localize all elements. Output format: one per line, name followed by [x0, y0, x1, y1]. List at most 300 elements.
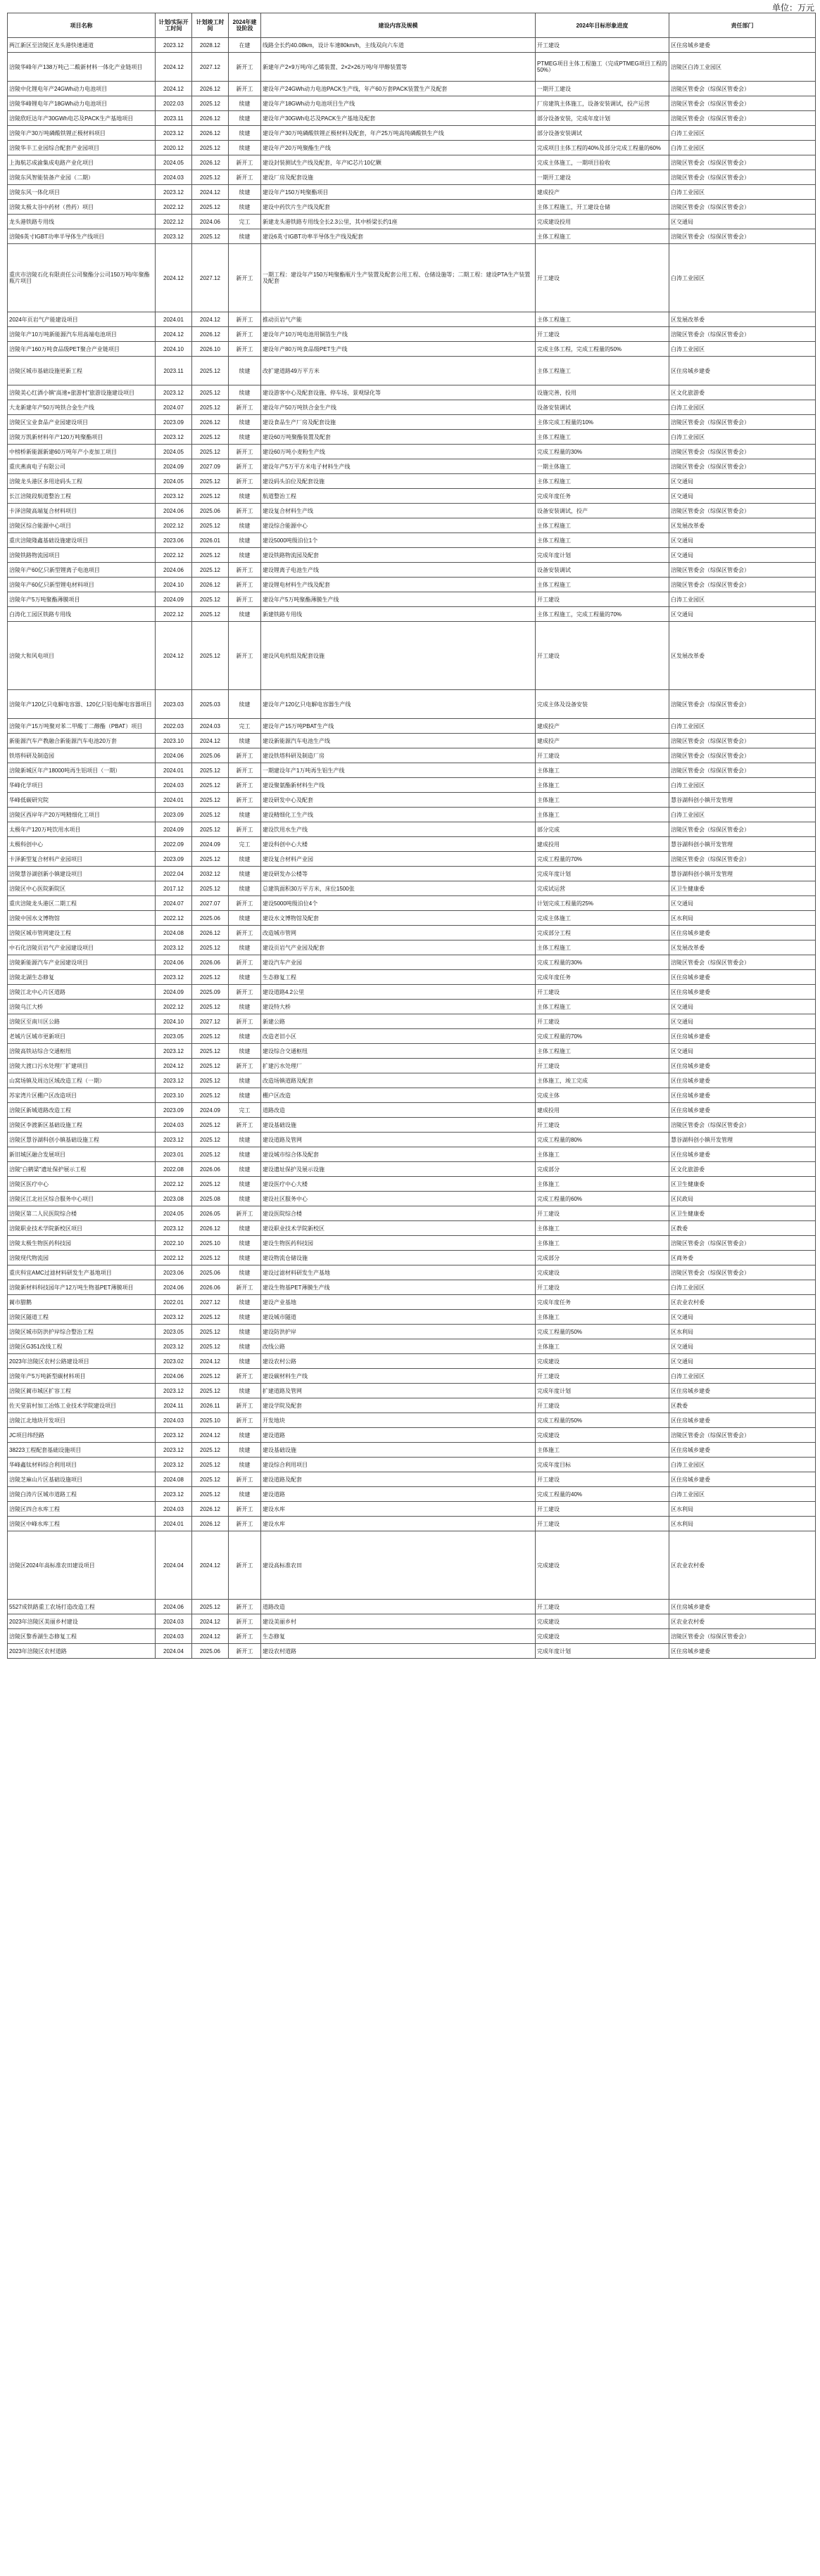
- cell-content: 建设中药饮片生产线及配套: [261, 200, 536, 215]
- cell-start-time: 2023.12: [156, 385, 192, 400]
- cell-content: 建设高标准农田: [261, 1531, 536, 1600]
- cell-content: 改扩建道路49万平方米: [261, 357, 536, 385]
- cell-start-time: 2022.12: [156, 518, 192, 533]
- cell-start-time: 2023.08: [156, 1192, 192, 1206]
- cell-progress: 完成年度计划: [536, 548, 669, 563]
- cell-progress: 开工建设: [536, 1280, 669, 1295]
- cell-department: 区农业农村委: [669, 1614, 816, 1629]
- cell-finish-time: 2025.12: [192, 1044, 229, 1059]
- cell-project-name: 涪陵区新城道路改造工程: [8, 1103, 156, 1118]
- cell-finish-time: 2024.12: [192, 734, 229, 748]
- cell-content: 建设社区服务中心: [261, 1192, 536, 1206]
- col-project-name: 项目名称: [8, 13, 156, 38]
- cell-department: 白涛工业园区: [669, 719, 816, 734]
- cell-department: 涪陵区白涛工业园区: [669, 53, 816, 82]
- cell-stage: 续建: [229, 1339, 261, 1354]
- cell-stage: 续建: [229, 385, 261, 400]
- cell-project-name: 涪陵区城市基础设施更新工程: [8, 357, 156, 385]
- table-row: [8, 1644, 816, 1659]
- cell-stage: 新开工: [229, 793, 261, 808]
- cell-stage: 新开工: [229, 1517, 261, 1531]
- cell-department: 区住房城乡建委: [669, 1413, 816, 1428]
- cell-department: 涪陵区管委会（综保区管委会）: [669, 155, 816, 170]
- cell-stage: 续建: [229, 200, 261, 215]
- table-row: [8, 1000, 816, 1014]
- cell-department: 白涛工业园区: [669, 185, 816, 200]
- cell-content: 扩建道路及管网: [261, 1384, 536, 1398]
- cell-project-name: 涪陵年产5万吨新型碳材料项目: [8, 1369, 156, 1384]
- table-row: [8, 111, 816, 126]
- cell-project-name: 涪陵现代物流园: [8, 1251, 156, 1265]
- cell-department: 区交通局: [669, 489, 816, 504]
- cell-department: 涪陵区管委会（综保区管委会）: [669, 578, 816, 592]
- table-row: [8, 1398, 816, 1413]
- cell-finish-time: 2025.12: [192, 1088, 229, 1103]
- cell-project-name: 涪陵区至南川区公路: [8, 1014, 156, 1029]
- cell-finish-time: 2025.12: [192, 1133, 229, 1147]
- cell-start-time: 2023.11: [156, 111, 192, 126]
- cell-progress: PTMEG项目主体工程施工（完成PTMEG项目工程的50%）: [536, 53, 669, 82]
- cell-content: 建设城市综合体及配套: [261, 1147, 536, 1162]
- cell-progress: 计划完成工程量的25%: [536, 896, 669, 911]
- cell-finish-time: 2025.12: [192, 1000, 229, 1014]
- table-row: [8, 38, 816, 53]
- cell-department: 区交通局: [669, 1000, 816, 1014]
- table-row: [8, 622, 816, 690]
- cell-start-time: 2024.01: [156, 763, 192, 778]
- cell-department: 慧谷湖科创小镇开发管理: [669, 837, 816, 852]
- cell-progress: 建成投用: [536, 1103, 669, 1118]
- cell-finish-time: 2025.12: [192, 1384, 229, 1398]
- cell-stage: 新开工: [229, 563, 261, 578]
- cell-project-name: 涪陵欣旺达年产30GWh电芯及PACK生产基地项目: [8, 111, 156, 126]
- cell-project-name: 涪陵华峰年产138万吨己二酸新材料一体化产业链项目: [8, 53, 156, 82]
- table-row: [8, 1600, 816, 1614]
- table-row: [8, 533, 816, 548]
- cell-department: 涪陵区管委会（综保区管委会）: [669, 1236, 816, 1251]
- cell-progress: 完成部分: [536, 1162, 669, 1177]
- cell-finish-time: 2025.12: [192, 548, 229, 563]
- cell-department: 白涛工业园区: [669, 141, 816, 155]
- cell-content: 建设锂电材料生产线及配套: [261, 578, 536, 592]
- cell-project-name: 重庆涪陵龙头港区二期工程: [8, 896, 156, 911]
- cell-finish-time: 2025.12: [192, 1458, 229, 1472]
- cell-progress: 主体施工: [536, 1236, 669, 1251]
- table-row: [8, 155, 816, 170]
- cell-finish-time: 2024.12: [192, 1428, 229, 1443]
- cell-progress: 主体工程施工: [536, 1000, 669, 1014]
- cell-stage: 续建: [229, 141, 261, 155]
- cell-finish-time: 2026.12: [192, 926, 229, 941]
- cell-project-name: 涪陵华丰工业园综合配套产业园项目: [8, 141, 156, 155]
- cell-finish-time: 2025.10: [192, 1236, 229, 1251]
- unit-label: 单位：万元: [771, 3, 814, 13]
- cell-content: 新建铁路专用线: [261, 607, 536, 622]
- cell-project-name: 涪陵年产60亿只新型锂电材料项目: [8, 578, 156, 592]
- table-row: [8, 1236, 816, 1251]
- cell-stage: 新开工: [229, 1614, 261, 1629]
- cell-department: 区住房城乡建委: [669, 1443, 816, 1458]
- cell-content: 建设遗址保护及展示设施: [261, 1162, 536, 1177]
- cell-stage: 新开工: [229, 1398, 261, 1413]
- cell-progress: 主体施工: [536, 1443, 669, 1458]
- cell-finish-time: 2025.12: [192, 170, 229, 185]
- cell-stage: 续建: [229, 881, 261, 896]
- cell-stage: 续建: [229, 734, 261, 748]
- table-row: [8, 1487, 816, 1502]
- cell-start-time: 2022.09: [156, 837, 192, 852]
- cell-project-name: 新能源汽车产教融合新能源汽车电池20万套: [8, 734, 156, 748]
- cell-finish-time: 2026.12: [192, 1502, 229, 1517]
- cell-content: 建设年产5万吨聚酯薄膜生产线: [261, 592, 536, 607]
- cell-start-time: 2024.12: [156, 622, 192, 690]
- cell-start-time: 2024.01: [156, 793, 192, 808]
- cell-department: 白涛工业园区: [669, 808, 816, 822]
- cell-stage: 新开工: [229, 244, 261, 312]
- cell-start-time: 2023.02: [156, 1354, 192, 1369]
- cell-start-time: 2024.06: [156, 748, 192, 763]
- cell-progress: 部分完成: [536, 822, 669, 837]
- cell-finish-time: 2026.12: [192, 1517, 229, 1531]
- cell-start-time: 2024.07: [156, 400, 192, 415]
- cell-department: 涪陵区管委会（综保区管委会）: [669, 1118, 816, 1133]
- cell-stage: 新开工: [229, 170, 261, 185]
- cell-start-time: 2024.12: [156, 82, 192, 96]
- cell-finish-time: 2027.12: [192, 53, 229, 82]
- cell-stage: 续建: [229, 1325, 261, 1339]
- cell-stage: 新开工: [229, 82, 261, 96]
- cell-progress: 开工建设: [536, 985, 669, 1000]
- cell-progress: 一期开工建设: [536, 82, 669, 96]
- cell-department: 区住房城乡建委: [669, 1472, 816, 1487]
- cell-stage: 续建: [229, 415, 261, 430]
- cell-department: 涪陵区管委会（综保区管委会）: [669, 459, 816, 474]
- cell-department: 白涛工业园区: [669, 1487, 816, 1502]
- cell-department: 区住房城乡建委: [669, 1147, 816, 1162]
- cell-start-time: 2023.09: [156, 1103, 192, 1118]
- cell-stage: 续建: [229, 1295, 261, 1310]
- cell-progress: 主体施工: [536, 1177, 669, 1192]
- cell-stage: 新开工: [229, 459, 261, 474]
- cell-finish-time: 2024.09: [192, 1103, 229, 1118]
- cell-progress: 一期开工建设: [536, 170, 669, 185]
- cell-finish-time: 2026.12: [192, 415, 229, 430]
- cell-department: 区发展改革委: [669, 622, 816, 690]
- cell-finish-time: 2025.12: [192, 1339, 229, 1354]
- cell-project-name: 涪陵“白鹤梁”遗址保护展示工程: [8, 1162, 156, 1177]
- cell-content: 开发地块: [261, 1413, 536, 1428]
- table-row: [8, 244, 816, 312]
- cell-finish-time: 2026.12: [192, 155, 229, 170]
- cell-department: 涪陵区管委会（综保区管委会）: [669, 690, 816, 719]
- cell-finish-time: 2025.12: [192, 1472, 229, 1487]
- cell-department: 区住房城乡建委: [669, 1088, 816, 1103]
- cell-start-time: 2023.12: [156, 126, 192, 141]
- table-row: [8, 1502, 816, 1517]
- cell-finish-time: 2026.06: [192, 1280, 229, 1295]
- table-row: [8, 1531, 816, 1600]
- table-row: [8, 415, 816, 430]
- cell-stage: 续建: [229, 1443, 261, 1458]
- table-row: [8, 1147, 816, 1162]
- cell-project-name: 涪陵区中心医院新院区: [8, 881, 156, 896]
- cell-department: 区住房城乡建委: [669, 926, 816, 941]
- cell-finish-time: 2024.12: [192, 1629, 229, 1644]
- cell-content: 建设特大桥: [261, 1000, 536, 1014]
- cell-progress: 主体完成工程量的10%: [536, 415, 669, 430]
- cell-project-name: 涪陵江北地块开发项目: [8, 1413, 156, 1428]
- cell-progress: 开工建设: [536, 244, 669, 312]
- cell-start-time: 2024.03: [156, 1118, 192, 1133]
- table-row: [8, 1177, 816, 1192]
- cell-start-time: 2017.12: [156, 881, 192, 896]
- cell-project-name: 涪陵中国水文博物馆: [8, 911, 156, 926]
- cell-content: 建设基础设施: [261, 1118, 536, 1133]
- cell-content: 建设页岩气产业园及配套: [261, 941, 536, 955]
- cell-department: 区商务委: [669, 1251, 816, 1265]
- cell-stage: 续建: [229, 1044, 261, 1059]
- cell-stage: 新开工: [229, 592, 261, 607]
- cell-department: 区交通局: [669, 1044, 816, 1059]
- table-row: [8, 430, 816, 445]
- table-row: [8, 607, 816, 622]
- cell-content: 建设年产5万平方米电子材料生产线: [261, 459, 536, 474]
- cell-department: 区住房城乡建委: [669, 1103, 816, 1118]
- cell-start-time: 2023.03: [156, 690, 192, 719]
- cell-stage: 新开工: [229, 1118, 261, 1133]
- cell-stage: 完工: [229, 215, 261, 229]
- table-row: [8, 881, 816, 896]
- cell-project-name: 涪陵新城区年产18000吨再生铝项目（一期）: [8, 763, 156, 778]
- cell-department: 区发展改革委: [669, 312, 816, 327]
- cell-department: 区水利局: [669, 1502, 816, 1517]
- cell-stage: 新开工: [229, 53, 261, 82]
- cell-finish-time: 2026.12: [192, 82, 229, 96]
- cell-start-time: 2022.12: [156, 911, 192, 926]
- cell-content: 建设道路4.2公里: [261, 985, 536, 1000]
- cell-department: 区住房城乡建委: [669, 1059, 816, 1073]
- cell-department: 区水利局: [669, 1517, 816, 1531]
- cell-finish-time: 2025.12: [192, 852, 229, 867]
- cell-progress: 开工建设: [536, 1369, 669, 1384]
- cell-content: 新建公路: [261, 1014, 536, 1029]
- cell-progress: 设施完善，投用: [536, 385, 669, 400]
- cell-project-name: 38223工程配套基础设施项目: [8, 1443, 156, 1458]
- cell-project-name: 涪陵年产15万吨聚对苯二甲酸丁二醇酯（PBAT）项目: [8, 719, 156, 734]
- cell-content: 建设厂房及配套设施: [261, 170, 536, 185]
- cell-project-name: 涪陵区隧道工程: [8, 1310, 156, 1325]
- cell-content: 总建筑面积30万平方米，床位1500张: [261, 881, 536, 896]
- cell-stage: 新开工: [229, 926, 261, 941]
- cell-project-name: 涪陵区慧谷湖科创小镇基础设施工程: [8, 1133, 156, 1147]
- cell-content: 改造场镇道路及配套: [261, 1073, 536, 1088]
- cell-department: 涪陵区管委会（综保区管委会）: [669, 748, 816, 763]
- cell-content: 道路改造: [261, 1600, 536, 1614]
- cell-content: 建设水库: [261, 1517, 536, 1531]
- cell-stage: 新开工: [229, 327, 261, 342]
- cell-project-name: 中榜桥新能源新建60万吨年产小麦加工项目: [8, 445, 156, 459]
- cell-department: 涪陵区管委会（综保区管委会）: [669, 96, 816, 111]
- cell-finish-time: 2025.12: [192, 1487, 229, 1502]
- cell-department: 涪陵区管委会（综保区管委会）: [669, 445, 816, 459]
- cell-content: 建设医疗中心大楼: [261, 1177, 536, 1192]
- cell-stage: 续建: [229, 1088, 261, 1103]
- col-start-time: 计划/实际开工时间: [156, 13, 192, 38]
- cell-progress: 完成建设: [536, 1354, 669, 1369]
- cell-project-name: 涪陵龙头港区多用途码头工程: [8, 474, 156, 489]
- cell-progress: 主体工程施工: [536, 474, 669, 489]
- cell-content: 建设生物医药科技园: [261, 1236, 536, 1251]
- cell-content: 建设锂离子电池生产线: [261, 563, 536, 578]
- col-department: 责任部门: [669, 13, 816, 38]
- cell-start-time: 2022.03: [156, 719, 192, 734]
- cell-department: 涪陵区管委会（综保区管委会）: [669, 734, 816, 748]
- cell-department: 涪陵区管委会（综保区管委会）: [669, 170, 816, 185]
- cell-content: 扩建污水处理厂: [261, 1059, 536, 1073]
- cell-finish-time: 2025.12: [192, 200, 229, 215]
- cell-content: 建设医院综合楼: [261, 1206, 536, 1221]
- cell-finish-time: 2025.08: [192, 1192, 229, 1206]
- cell-department: 区教委: [669, 1221, 816, 1236]
- cell-start-time: 2023.10: [156, 734, 192, 748]
- cell-content: 建设道路及管网: [261, 1133, 536, 1147]
- cell-start-time: 2023.12: [156, 1073, 192, 1088]
- cell-department: 区交通局: [669, 1310, 816, 1325]
- cell-progress: 完成试运营: [536, 881, 669, 896]
- cell-start-time: 2023.09: [156, 808, 192, 822]
- table-row: [8, 1162, 816, 1177]
- cell-department: 区交通局: [669, 215, 816, 229]
- cell-stage: 续建: [229, 1162, 261, 1177]
- cell-stage: 续建: [229, 808, 261, 822]
- cell-project-name: 5527成铁路重工农场打造改造工程: [8, 1600, 156, 1614]
- cell-progress: 厂房建筑主体施工，设备安装调试，投产运营: [536, 96, 669, 111]
- cell-finish-time: 2025.12: [192, 563, 229, 578]
- table-row: [8, 1413, 816, 1428]
- cell-progress: 主体工程施工: [536, 229, 669, 244]
- cell-content: 建设年产15万吨PBAT生产线: [261, 719, 536, 734]
- cell-start-time: 2024.08: [156, 926, 192, 941]
- cell-finish-time: 2025.12: [192, 445, 229, 459]
- cell-content: 建设年产18GWh动力电池项目生产线: [261, 96, 536, 111]
- col-progress: 2024年目标形象进度: [536, 13, 669, 38]
- cell-project-name: 重庆科宜AMC过滤材料研发生产基地项目: [8, 1265, 156, 1280]
- cell-content: 建设综合利用项目: [261, 1458, 536, 1472]
- cell-content: 建设道路: [261, 1428, 536, 1443]
- cell-progress: 建成投产: [536, 719, 669, 734]
- cell-finish-time: 2024.12: [192, 185, 229, 200]
- cell-finish-time: 2025.06: [192, 1265, 229, 1280]
- table-row: [8, 563, 816, 578]
- cell-finish-time: 2025.12: [192, 881, 229, 896]
- cell-stage: 新开工: [229, 342, 261, 357]
- cell-finish-time: 2025.06: [192, 748, 229, 763]
- table-row: [8, 837, 816, 852]
- table-row: [8, 1206, 816, 1221]
- cell-stage: 新开工: [229, 1369, 261, 1384]
- cell-stage: 新开工: [229, 1059, 261, 1073]
- cell-stage: 续建: [229, 548, 261, 563]
- cell-project-name: 华峰低碳研究院: [8, 793, 156, 808]
- cell-progress: 主体施工: [536, 1147, 669, 1162]
- cell-department: 区发展改革委: [669, 518, 816, 533]
- cell-start-time: 2024.04: [156, 1644, 192, 1659]
- cell-start-time: 2024.06: [156, 1280, 192, 1295]
- cell-department: 白涛工业园区: [669, 126, 816, 141]
- cell-start-time: 2024.05: [156, 445, 192, 459]
- cell-finish-time: 2024.12: [192, 1531, 229, 1600]
- cell-stage: 新开工: [229, 896, 261, 911]
- cell-finish-time: 2026.06: [192, 955, 229, 970]
- cell-project-name: 涪陵大渡口污水处理厂扩建项目: [8, 1059, 156, 1073]
- table-row: [8, 1517, 816, 1531]
- table-row: [8, 185, 816, 200]
- cell-project-name: 涪陵东风智能装备产业园（二期）: [8, 170, 156, 185]
- cell-project-name: 涪陵区城市防洪护岸综合整治工程: [8, 1325, 156, 1339]
- cell-content: 建设防洪护岸: [261, 1325, 536, 1339]
- cell-finish-time: 2026.11: [192, 1398, 229, 1413]
- cell-progress: 设备安装调试: [536, 400, 669, 415]
- cell-department: 区交通局: [669, 1354, 816, 1369]
- cell-finish-time: 2025.12: [192, 1325, 229, 1339]
- cell-stage: 在建: [229, 38, 261, 53]
- cell-start-time: 2023.01: [156, 1147, 192, 1162]
- cell-progress: 开工建设: [536, 1014, 669, 1029]
- cell-finish-time: 2024.09: [192, 837, 229, 852]
- cell-project-name: 华峰化学项目: [8, 778, 156, 793]
- cell-stage: 新开工: [229, 155, 261, 170]
- cell-start-time: 2024.06: [156, 504, 192, 518]
- table-row: [8, 1103, 816, 1118]
- table-row: [8, 548, 816, 563]
- table-row: [8, 690, 816, 719]
- cell-finish-time: 2025.12: [192, 357, 229, 385]
- cell-department: 区住房城乡建委: [669, 1029, 816, 1044]
- cell-stage: 续建: [229, 970, 261, 985]
- cell-content: 建设风电机组及配套设施: [261, 622, 536, 690]
- cell-start-time: 2022.08: [156, 1162, 192, 1177]
- cell-department: 涪陵区管委会（综保区管委会）: [669, 1265, 816, 1280]
- cell-stage: 新开工: [229, 504, 261, 518]
- cell-progress: 完成工程量的70%: [536, 852, 669, 867]
- cell-project-name: 铁塔科研及制造园: [8, 748, 156, 763]
- cell-project-name: 涪陵区中峰水库工程: [8, 1517, 156, 1531]
- cell-stage: 续建: [229, 1265, 261, 1280]
- cell-department: 区发展改革委: [669, 941, 816, 955]
- cell-progress: 主体工程施工: [536, 941, 669, 955]
- cell-stage: 新开工: [229, 1280, 261, 1295]
- table-row: [8, 1059, 816, 1073]
- cell-progress: 主体工程施工: [536, 312, 669, 327]
- cell-progress: 完成年度任务: [536, 1295, 669, 1310]
- cell-finish-time: 2025.12: [192, 1073, 229, 1088]
- cell-project-name: 涪陵乌江大桥: [8, 1000, 156, 1014]
- table-row: [8, 719, 816, 734]
- cell-progress: 完成年度任务: [536, 970, 669, 985]
- cell-project-name: 涪陵北湖生态修复: [8, 970, 156, 985]
- cell-stage: 续建: [229, 1133, 261, 1147]
- col-stage: 2024年建设阶段: [229, 13, 261, 38]
- cell-project-name: 太极年产120万吨饮用水项目: [8, 822, 156, 837]
- cell-department: 涪陵区管委会（综保区管委会）: [669, 563, 816, 578]
- cell-department: 区卫生健康委: [669, 1206, 816, 1221]
- cell-start-time: 2024.09: [156, 459, 192, 474]
- cell-finish-time: 2026.01: [192, 533, 229, 548]
- cell-project-name: 重庆燕南电子有限公司: [8, 459, 156, 474]
- col-content: 建设内容及规模: [261, 13, 536, 38]
- cell-finish-time: 2025.12: [192, 1310, 229, 1325]
- cell-start-time: 2023.12: [156, 1428, 192, 1443]
